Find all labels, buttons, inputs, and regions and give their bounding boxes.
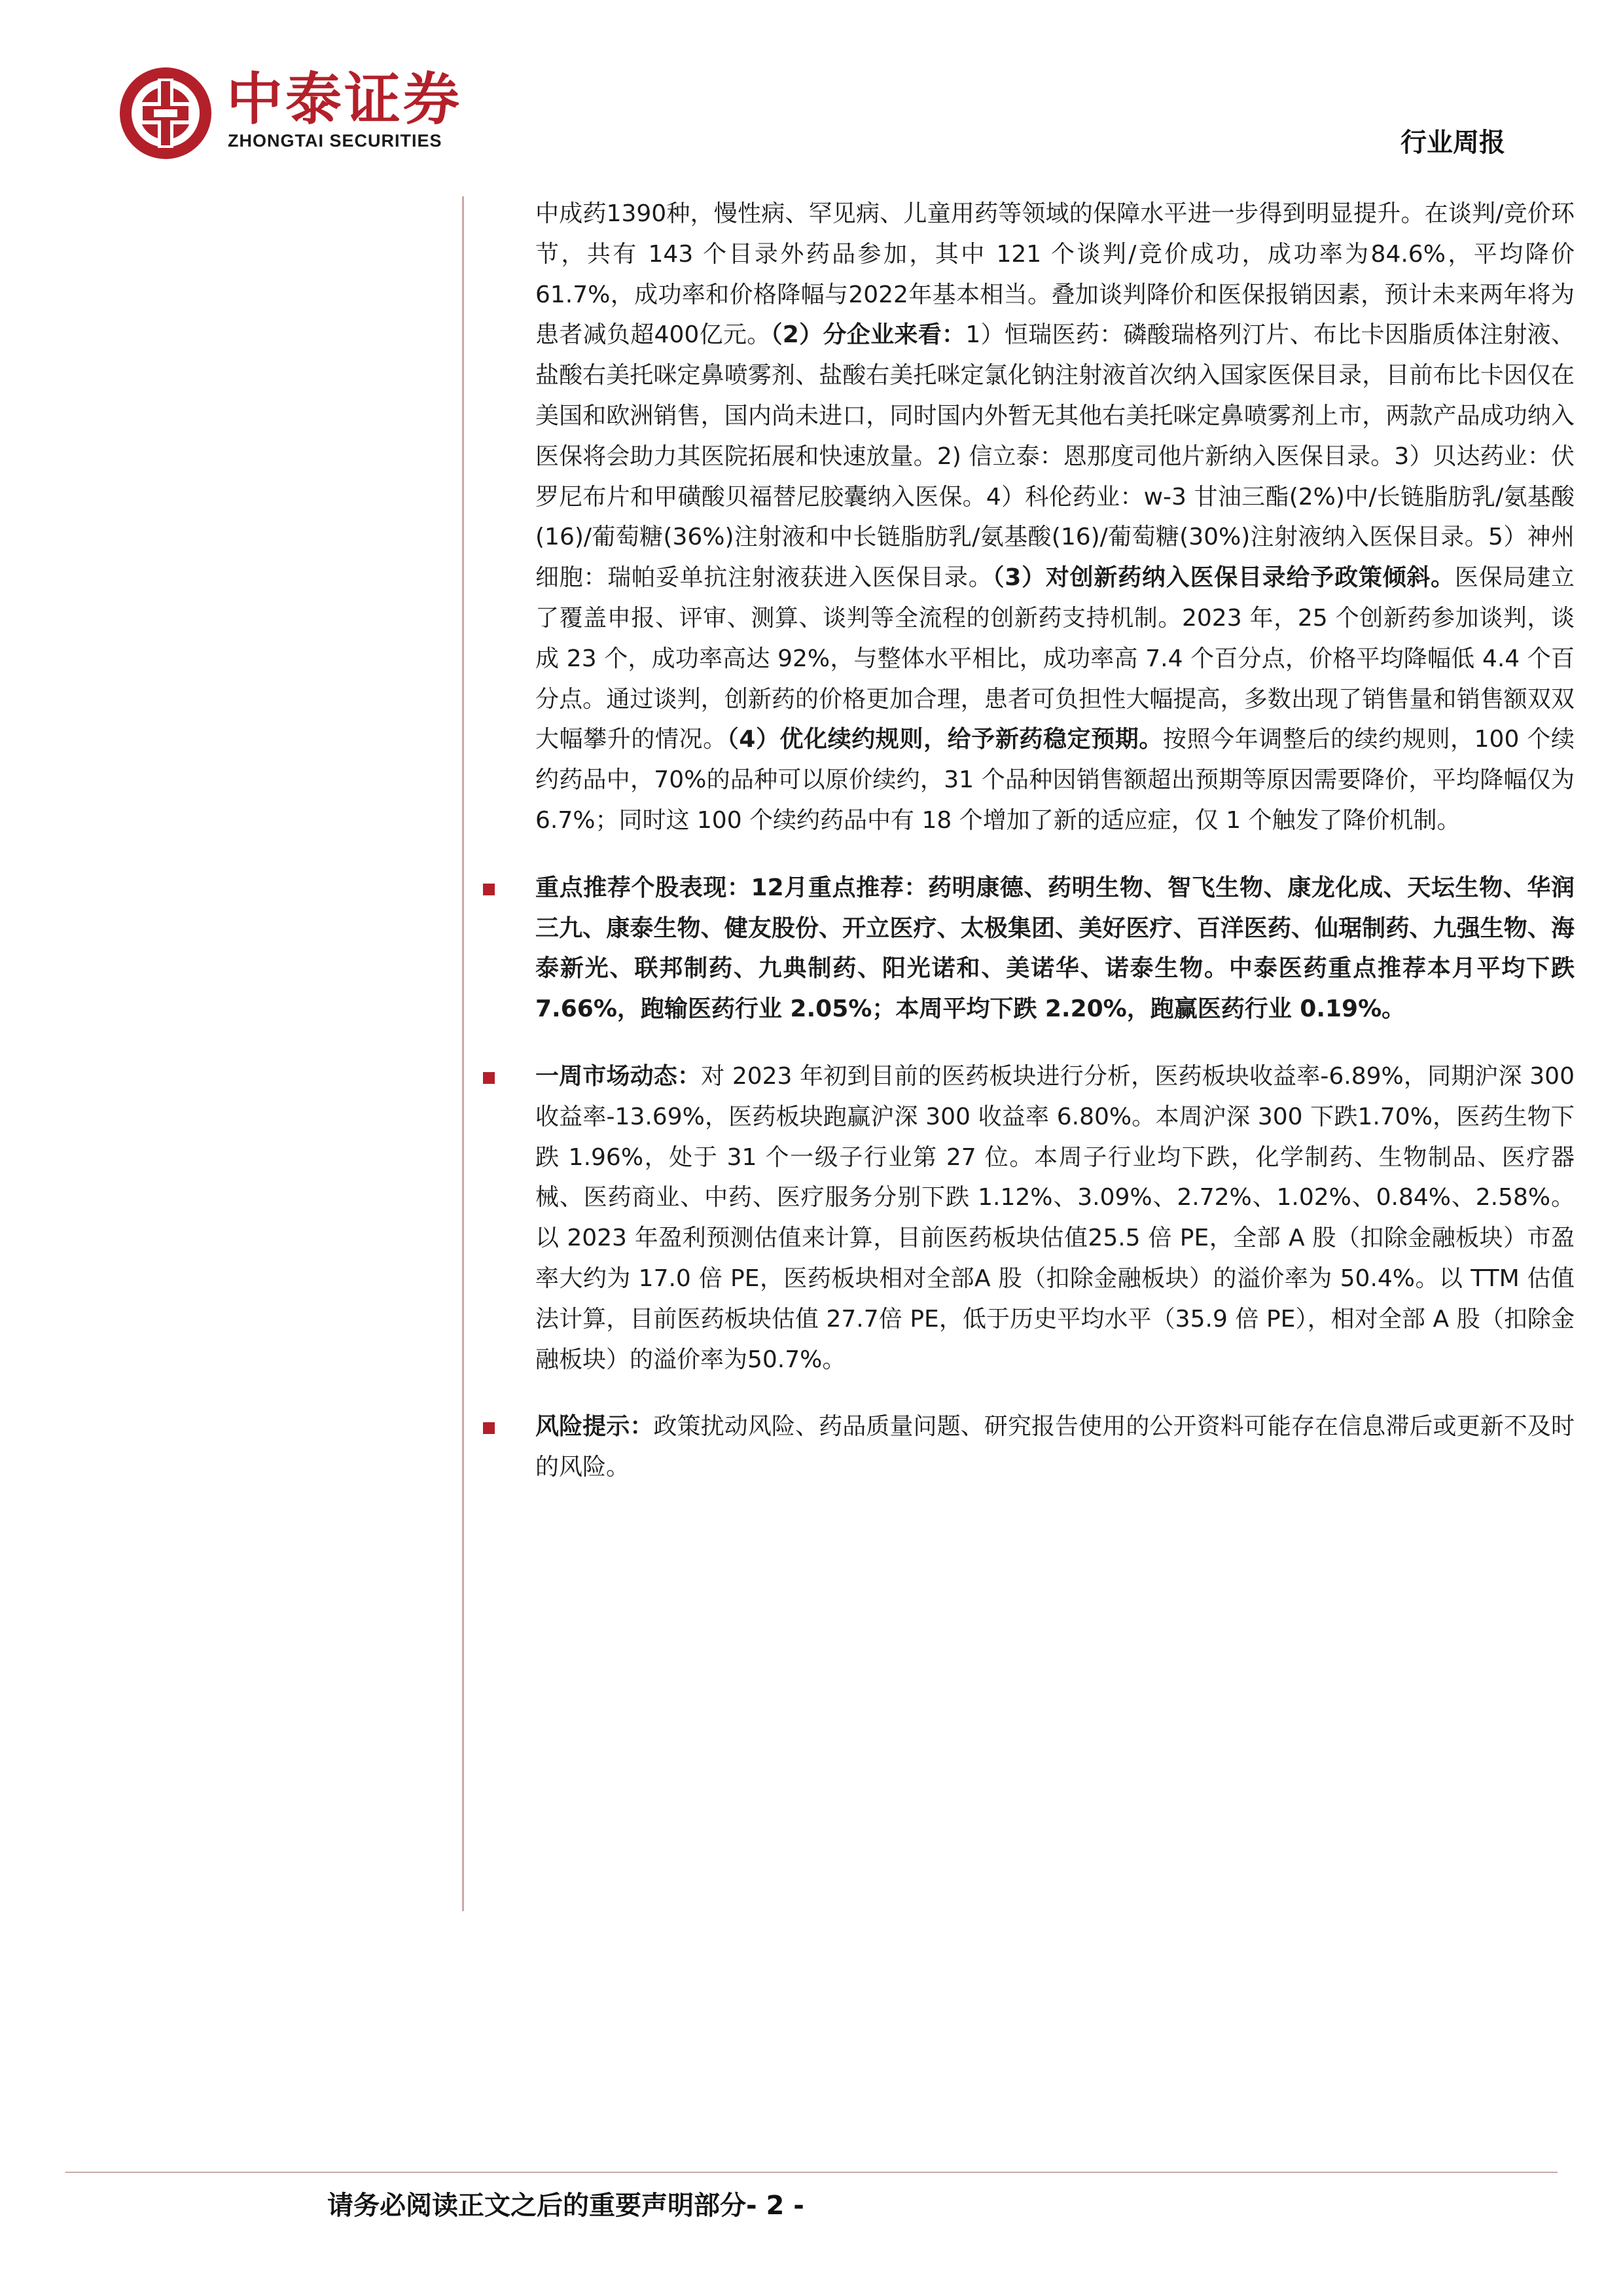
report-type-label: 行业周报	[1400, 128, 1505, 158]
bullet-paragraph	[535, 868, 1583, 1030]
zhongtai-logo-icon	[116, 64, 215, 162]
bullet-label: 一周市场动态：	[535, 1062, 702, 1090]
bullet-square-icon	[483, 1072, 495, 1084]
intro-text-b: 1）恒瑞医药：磷酸瑞格列汀片、布比卡因脂质体注射液、盐酸右美托咪定鼻喷雾剂、盐酸右美托咪定氯化钠注射液首次纳入国家医保目录，目前布比卡因仅在美国和欧洲销售，国内尚未进口，同时国内外暂无其他右美托咪定鼻喷雾剂上市，两款产品成功纳入医保将会助力其医院拓展和快速放量。2) 信立泰：恩那度司他片新纳入医保目录。3）贝达药业：伏罗尼布片和甲磺酸贝福替尼胶囊纳入医保。4）科伦药业：w-3 甘油三酯(2%)中/长链脂肪乳/氨基酸(16)/葡萄糖(36%)注射液和中长链脂肪乳/氨基酸(16)/葡萄糖(30%)注射液纳入医保目录。5）神州细胞：瑞帕妥单抗注射液获进入医保目录。	[535, 321, 1575, 592]
footer-rule	[65, 2172, 1558, 2173]
bullet-paragraph	[535, 1056, 1582, 1380]
logo-english-name: ZHONGTAI SECURITIES	[228, 131, 442, 151]
intro-heading-4: （4）优化续约规则，给予新药稳定预期。	[726, 726, 1163, 753]
page-footer	[327, 2185, 804, 2222]
bullet-body: 政策扰动风险、药品质量问题、研究报告使用的公开资料可能存在信息滞后或更新不及时的风险。	[535, 1413, 1575, 1481]
main-content	[535, 194, 1583, 1488]
company-logo	[116, 64, 483, 162]
footer-disclaimer: 请务必阅读正文之后的重要声明部分	[327, 2191, 746, 2221]
bullet-label: 重点推荐个股表现：	[535, 874, 751, 901]
bullet-market-dynamics	[535, 1056, 1582, 1380]
intro-text-a: 中成药1390种，慢性病、罕见病、儿童用药等领域的保障水平进一步得到明显提升。在谈判/竞价环节，共有 143 个目录外药品参加，其中 121 个谈判/竞价成功，成功率为84.6%，平均降价61.7%，成功率和价格降幅与2022年基本相当。叠加谈判降价和医保报销因素，预计未来两年将为患者减负超400亿元。	[535, 200, 1575, 349]
intro-text-c: 医保局建立了覆盖申报、评审、测算、谈判等全流程的创新药支持机制。2023 年，25 个创新药参加谈判，谈成 23 个，成功率高达 92%，与整体水平相比，成功率高 7.4 个百分点，价格平均降幅低 4.4 个百分点。通过谈判，创新药的价格更加合理，患者可负担性大幅提高，多数出现了销售量和销售额双双大幅攀升的情况。	[535, 564, 1575, 753]
bullet-paragraph	[535, 1407, 1575, 1488]
left-rule	[462, 196, 464, 1911]
page-number: - 2 -	[746, 2191, 804, 2221]
bullet-square-icon	[483, 884, 495, 895]
bullet-square-icon	[483, 1422, 495, 1434]
bullet-body: 对 2023 年初到目前的医药板块进行分析，医药板块收益率-6.89%，同期沪深 300 收益率-13.69%，医药板块跑赢沪深 300 收益率 6.80%。本周沪深 300 下跌1.70%，医药生物下跌 1.96%，处于 31 个一级子行业第 27 位。本周子行业均下跌，化学制药、生物制品、医疗器械、医药商业、中药、医疗服务分别下跌 1.12%、3.09%、2.72%、1.02%、0.84%、2.58%。以 2023 年盈利预测估值来计算，目前医药板块估值25.5 倍 PE，全部 A 股（扣除金融板块）市盈率大约为 17.0 倍 PE，医药板块相对全部A 股（扣除金融板块）的溢价率为 50.4%。以 TTM 估值法计算，目前医药板块估值 27.7倍 PE，低于历史平均水平（35.9 倍 PE），相对全部 A 股（扣除金融板块）的溢价率为50.7%。	[535, 1062, 1582, 1373]
bullet-risk-warning	[535, 1407, 1575, 1488]
intro-heading-2: （2）分企业来看：	[770, 321, 966, 349]
intro-heading-3: （3）对创新药纳入医保目录给予政策倾斜。	[992, 564, 1455, 592]
bullet-body: 12月重点推荐：药明康德、药明生物、智飞生物、康龙化成、天坛生物、华润三九、康泰生物、健友股份、开立医疗、太极集团、美好医疗、百洋医药、仙琚制药、九强生物、海泰新光、联邦制药、九典制药、阳光诺和、美诺华、诺泰生物。中泰医药重点推荐本月平均下跌 7.66%，跑输医药行业 2.05%；本周平均下跌 2.20%，跑赢医药行业 0.19%。	[535, 874, 1583, 1023]
bullet-label: 风险提示：	[535, 1413, 654, 1441]
logo-chinese-name: 中泰证券	[226, 67, 462, 132]
bullet-recommended-stocks	[535, 868, 1583, 1030]
intro-paragraph	[535, 194, 1582, 841]
intro-text-d: 按照今年调整后的续约规则，100 个续约药品中，70%的品种可以原价续约，31 个品种因销售额超出预期等原因需要降价，平均降幅仅为 6.7%；同时这 100 个续约药品中有 18 个增加了新的适应症，仅 1 个触发了降价机制。	[535, 726, 1582, 834]
